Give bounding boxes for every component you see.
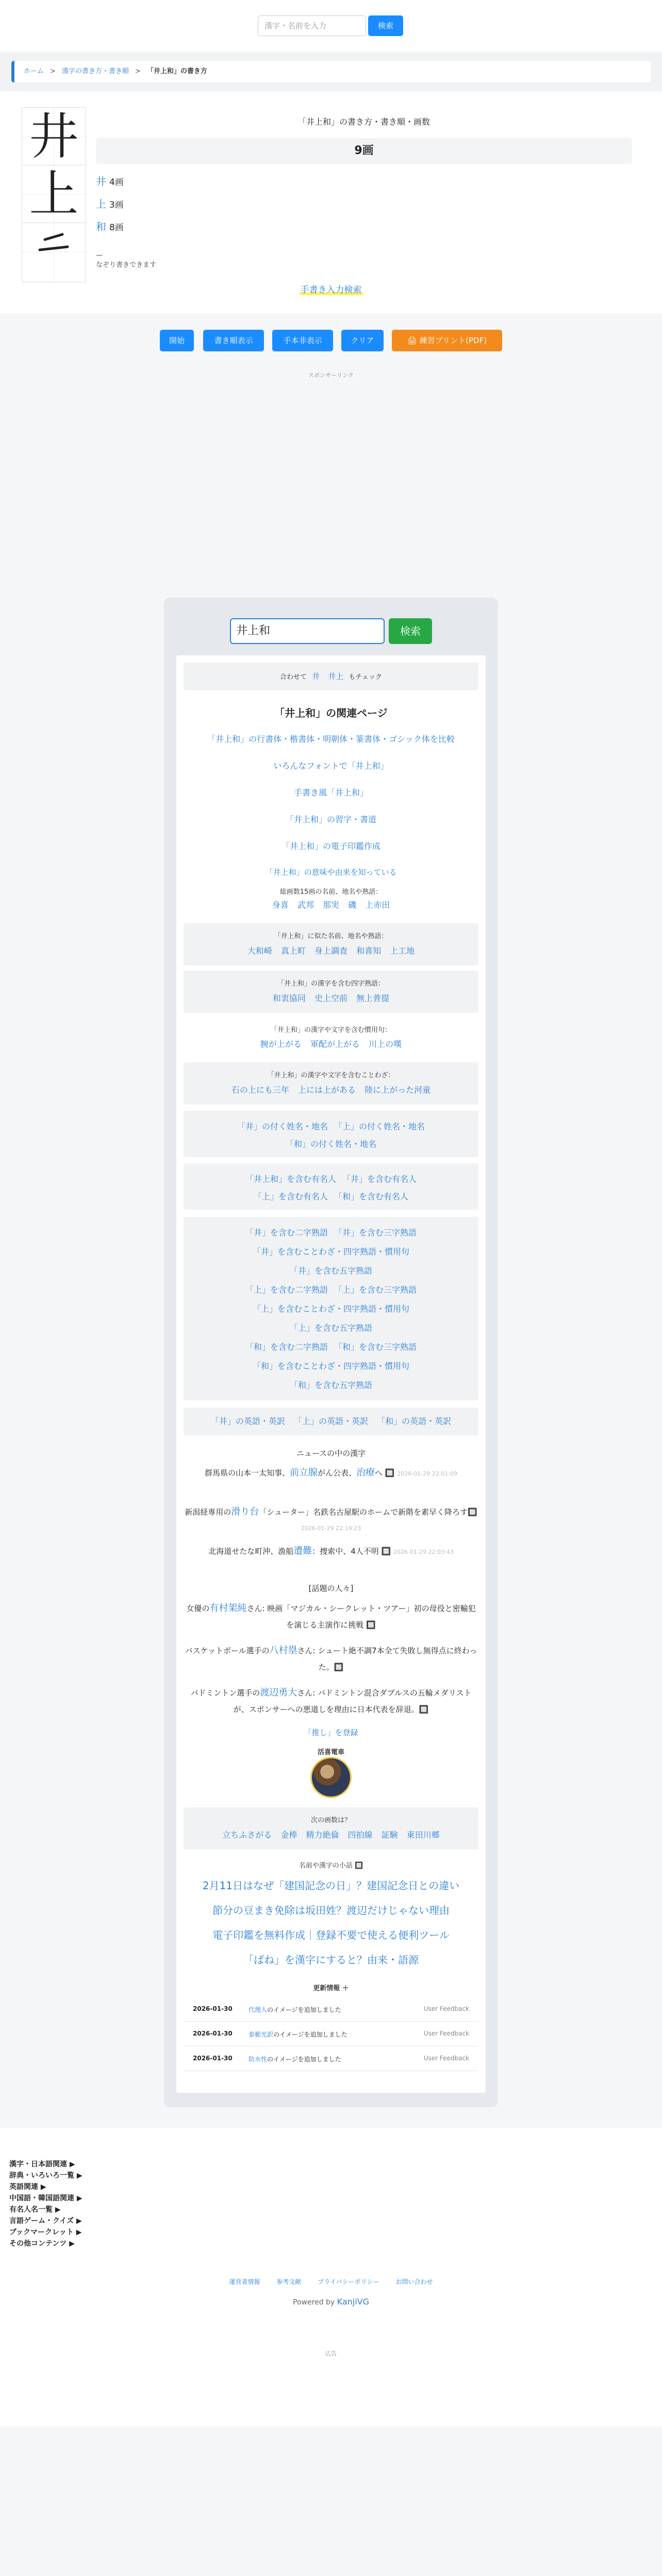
char-stroke-row: [96, 196, 124, 211]
print-icon: 🖨: [407, 336, 420, 345]
people-link[interactable]: 「上」を含む有名人: [253, 1192, 328, 1201]
update-word-link[interactable]: 代理人: [249, 2006, 268, 2013]
footer-menu-item[interactable]: 漢字・日本語関連 ▶: [9, 2160, 75, 2168]
related-link[interactable]: 「井上和」の習字・書道: [285, 815, 376, 824]
related-content: [176, 655, 486, 2093]
famous-item[interactable]: 那実: [322, 900, 339, 910]
jukugo-block: [184, 1217, 478, 1400]
update-source: User Feedback: [423, 2005, 469, 2012]
names-block: [184, 1111, 478, 1157]
jukugo-link[interactable]: 「井」を含む二字熟語: [245, 1228, 328, 1238]
jukugo-link[interactable]: 「井」を含む三字熟語: [334, 1228, 417, 1238]
yoji-block: [184, 971, 478, 1013]
english-block: [184, 1408, 478, 1435]
related-link[interactable]: 「井上和」の行書体・楷書体・明朝体・篆書体・ゴシック体を比較: [207, 734, 455, 744]
update-date: 2026-01-30: [193, 2030, 233, 2037]
updates-heading[interactable]: 更新情報 ＋: [313, 1985, 349, 1992]
quiz-item[interactable]: 金棒: [280, 1830, 297, 1840]
similar-item[interactable]: 真上町: [280, 946, 306, 956]
novel-link[interactable]: 節分の豆まき免除は坂田姓？渡辺だけじゃない理由: [212, 1904, 450, 1917]
update-word-link[interactable]: 泰範光訳: [249, 2031, 274, 2038]
trace-mark: —: [96, 251, 103, 259]
footer-link[interactable]: 参考文献: [276, 2278, 302, 2285]
people-link[interactable]: 「井上和」を含む有名人: [245, 1174, 336, 1184]
people-link[interactable]: 「和」を含む有名人: [334, 1192, 409, 1201]
print-pdf-button[interactable]: 🖨 練習プリント(PDF): [392, 330, 502, 351]
topic-link[interactable]: 八村塁: [269, 1645, 297, 1656]
topic-link[interactable]: 有村架純: [209, 1603, 247, 1614]
char-stroke-count: 4画: [109, 177, 124, 188]
people-link[interactable]: 「井」を含む有名人: [342, 1174, 417, 1184]
similar-item[interactable]: 上工地: [390, 946, 415, 956]
kanyo-list: [176, 1038, 486, 1049]
char-link[interactable]: 上: [96, 198, 106, 210]
related-link[interactable]: いろんなフォントで「井上和」: [273, 761, 389, 771]
char-stroke-row: [96, 173, 124, 188]
quiz-item[interactable]: 四拍線: [347, 1830, 373, 1840]
news-item: 新潟経専用の滑り台「シューター」名鉄名古屋駅のホームで新階を素早く降ろす🔲 2026-01-29 22:19:23: [185, 1506, 477, 1532]
english-link[interactable]: 「上」の英語・英訳: [293, 1416, 368, 1426]
related-heading: 「井上和」の関連ページ: [274, 707, 388, 719]
breadcrumb-separator: >: [50, 67, 56, 75]
update-row: 2026-01-30 代理人のイメージを追加しました User Feedback: [184, 1997, 478, 2022]
famous-item[interactable]: 武邦: [297, 900, 314, 910]
sponsor-label: スポンサーリンク: [308, 372, 354, 379]
start-button[interactable]: 開始: [160, 330, 194, 351]
famous-list: [176, 899, 486, 910]
yoji-label: 「井上和」の漢字を含む四字熟語：: [277, 980, 385, 988]
kanyo-item[interactable]: 腕が上がる: [260, 1039, 302, 1049]
similar-block: [184, 923, 478, 965]
similar-label: 「井上和」に似た名前、地名や熟語：: [274, 933, 388, 940]
stroke-canvas[interactable]: [22, 107, 86, 282]
quiz-heading: 次の画数は？: [310, 1817, 351, 1824]
quiz-item[interactable]: 東田川郷: [406, 1830, 440, 1840]
footer-menu-item[interactable]: 言語ゲーム・クイズ ▶: [9, 2217, 82, 2225]
news-heading: ニュースの中の漢字: [296, 1449, 366, 1458]
topic-item: 女優の有村架純さん: 映画「マジカル・シークレット・ツアー」初の母役と密輸犯を演じる主演作に挑戦 🔲: [186, 1603, 476, 1630]
kanji-char-3-partial: [22, 223, 86, 282]
novel-heading: 名前や漢字の小話 🔲: [299, 1862, 363, 1870]
footer-links: [0, 2277, 662, 2286]
related-link[interactable]: 「井上和」の意味や由来を知っている: [265, 868, 397, 877]
similar-item[interactable]: 大和崎: [247, 946, 272, 956]
related-search-input[interactable]: 井上和: [230, 618, 385, 644]
names-link[interactable]: 「上」の付く姓名・地名: [334, 1122, 425, 1131]
news-link[interactable]: 滑り台: [231, 1506, 259, 1517]
breadcrumb-separator: >: [135, 67, 141, 75]
footer-link[interactable]: 運営者情報: [229, 2278, 260, 2285]
yoji-item[interactable]: 和衷協同: [272, 993, 306, 1003]
update-word-link[interactable]: 防水性: [249, 2056, 268, 2063]
jukugo-link[interactable]: 「井」を含むことわざ・四字熟語・慣用句: [252, 1247, 409, 1257]
names-link[interactable]: 「和」の付く姓名・地名: [285, 1139, 376, 1149]
quiz-block: [184, 1807, 478, 1850]
footer-link[interactable]: お問い合わせ: [395, 2278, 433, 2285]
famous-label: 総画数15画の名前、地名や熟語：: [279, 888, 383, 896]
also-check: 合わせて 井 井上 もチェック: [184, 663, 478, 690]
topics-heading: [話題の人々]: [308, 1584, 354, 1593]
kotowaza-item[interactable]: 石の上にも三年: [231, 1085, 289, 1095]
novel-link[interactable]: 2月11日はなぜ「建国記念の日」？建国記念日との違い: [202, 1879, 460, 1892]
breadcrumb-section[interactable]: 漢字の書き方・書き順: [61, 67, 129, 75]
char-stroke-row: [96, 218, 124, 233]
update-source: User Feedback: [423, 2055, 469, 2062]
header-search-input[interactable]: 漢字・名前を入力: [258, 15, 366, 36]
related-section: [164, 598, 498, 2107]
kanjivg-link[interactable]: KanjiVG: [337, 2297, 369, 2307]
total-strokes: 9画: [96, 138, 632, 164]
kanyo-item[interactable]: 軍配が上がる: [310, 1039, 360, 1049]
related-link[interactable]: 「井上和」の電子印鑑作成: [281, 841, 380, 851]
news-item: 北海道せたな町沖、漁船遭難：捜索中、4人不明 🔲 2026-01-29 22:03:43: [208, 1546, 454, 1556]
footer-menu-item[interactable]: その他コンテンツ ▶: [9, 2240, 75, 2248]
news-link[interactable]: 前立腺: [289, 1467, 318, 1478]
yoji-item[interactable]: 史上空前: [314, 993, 347, 1003]
char-stroke-count: 8画: [109, 223, 124, 233]
control-bar: [0, 330, 662, 351]
footer-link[interactable]: プライバシーポリシー: [318, 2278, 379, 2285]
handwriting-search-link[interactable]: 手書き入力検索: [300, 285, 362, 295]
english-link[interactable]: 「井」の英語・英訳: [210, 1416, 285, 1426]
yoji-item[interactable]: 無上普提: [356, 993, 390, 1003]
char-stroke-count: 3画: [109, 200, 124, 210]
footer-menu: [9, 2159, 82, 2249]
char-link[interactable]: 和: [96, 221, 106, 233]
similar-item[interactable]: 身上調査: [314, 946, 347, 956]
trace-note-text: なぞり書きできます: [96, 261, 157, 269]
related-link[interactable]: 手書き風「井上和」: [293, 788, 368, 798]
kotowaza-label: 「井上和」の漢字や文字を含むことわざ：: [267, 1072, 395, 1079]
kanyo-item[interactable]: 川上の嘆: [369, 1039, 402, 1049]
people-block: [184, 1163, 478, 1210]
jukugo-link[interactable]: 「和」を含む二字熟語: [245, 1342, 328, 1352]
kanji-char-2: 上: [22, 165, 86, 223]
page-title: 「井上和」の書き方・書き順・画数: [297, 117, 430, 127]
also-check-link[interactable]: 井上: [328, 672, 344, 681]
topic-link[interactable]: 渡辺勇大: [260, 1687, 297, 1698]
kotowaza-item[interactable]: 陸に上がった河童: [365, 1085, 431, 1095]
hide-model-button[interactable]: 手本非表示: [272, 330, 333, 351]
famous-item[interactable]: 磯: [348, 900, 357, 910]
jukugo-link[interactable]: 「上」を含む三字熟語: [334, 1285, 417, 1295]
header-search-button[interactable]: 検索: [368, 15, 403, 36]
update-date: 2026-01-30: [193, 2005, 233, 2012]
update-source: User Feedback: [423, 2030, 469, 2037]
footer-menu-item[interactable]: ブックマークレット ▶: [9, 2228, 82, 2236]
powered-by: Powered by KanjiVG: [293, 2297, 369, 2307]
footer-menu-item[interactable]: 有名人名一覧 ▶: [9, 2206, 61, 2214]
footer: [0, 2128, 662, 2427]
jukugo-link[interactable]: 「和」を含む五字熟語: [289, 1380, 372, 1390]
related-search-button[interactable]: 検索: [389, 618, 432, 644]
famous-item[interactable]: 身喜: [272, 900, 289, 910]
similar-item[interactable]: 和喜知: [356, 946, 382, 956]
trace-note: [96, 251, 156, 269]
breadcrumb: [11, 61, 651, 82]
quiz-item[interactable]: 精力絶倫: [306, 1830, 339, 1840]
footer-menu-item[interactable]: 英語関連 ▶: [9, 2183, 46, 2191]
jukugo-link[interactable]: 「和」を含むことわざ・四字熟語・慣用句: [252, 1361, 409, 1371]
clear-button[interactable]: クリア: [341, 330, 384, 351]
breadcrumb-bar: [0, 53, 662, 91]
oshi-register-link[interactable]: 「推し」を登録: [304, 1728, 358, 1737]
show-order-button[interactable]: 書き順表示: [203, 330, 264, 351]
topic-item: バスケットボール選手の八村塁さん: シュート絶不調7本全て失敗し無得点に終わった。🔲: [185, 1645, 477, 1672]
kanji-char-1: 井: [22, 108, 86, 165]
footer-menu-item[interactable]: 辞典・いろいろ一覧 ▶: [9, 2172, 82, 2180]
kotowaza-block: [184, 1062, 478, 1105]
jukugo-link[interactable]: 「井」を含む五字熟語: [289, 1266, 372, 1276]
featured-avatar[interactable]: [310, 1757, 352, 1798]
partial-stroke-drawing: [22, 223, 86, 282]
also-check-link[interactable]: 井: [312, 672, 320, 681]
kanyo-label: 「井上和」の漢字や文字を含む慣用句：: [270, 1026, 391, 1034]
jukugo-link[interactable]: 「和」を含む三字熟語: [334, 1342, 417, 1352]
news-link[interactable]: 遭難: [293, 1546, 312, 1556]
quiz-item[interactable]: 証験: [381, 1830, 398, 1840]
topic-item: バドミントン選手の渡辺勇大さん: バドミントン混合ダブルスの五輪メダリストが、スポンサーへの悪道しを理由に日本代表を辞退。🔲: [190, 1687, 472, 1714]
ad-label: 広告: [325, 2350, 337, 2357]
novel-link[interactable]: 「ばね」を漢字にすると？由来・語源: [243, 1954, 419, 1966]
featured-label: 活喜電車: [317, 1749, 344, 1756]
jukugo-link[interactable]: 「上」を含む二字熟語: [245, 1285, 328, 1295]
kanji-panel: [0, 92, 662, 313]
char-link[interactable]: 井: [96, 175, 106, 188]
update-date: 2026-01-30: [193, 2055, 233, 2062]
breadcrumb-current: 「井上和」の書き方: [146, 67, 207, 75]
breadcrumb-home[interactable]: ホーム: [24, 67, 44, 75]
quiz-item[interactable]: 立ちふさがる: [222, 1830, 272, 1840]
famous-item[interactable]: 上赤田: [365, 900, 390, 910]
names-link[interactable]: 「井」の付く姓名・地名: [237, 1122, 328, 1131]
top-bar: [0, 0, 662, 52]
kotowaza-item[interactable]: 上には上がある: [297, 1085, 356, 1095]
english-link[interactable]: 「和」の英語・英訳: [377, 1416, 452, 1426]
jukugo-link[interactable]: 「上」を含むことわざ・四字熟語・慣用句: [252, 1304, 409, 1314]
news-link[interactable]: 治療: [356, 1467, 375, 1478]
update-row: 2026-01-30 防水性のイメージを追加しました User Feedback: [184, 2046, 478, 2071]
jukugo-link[interactable]: 「上」を含む五字熟語: [289, 1323, 372, 1333]
novel-link[interactable]: 電子印鑑を無料作成｜登録不要で使える便利ツール: [212, 1929, 450, 1941]
update-row: 2026-01-30 泰範光訳のイメージを追加しました User Feedback: [184, 2022, 478, 2046]
news-item: 群馬県の山本一太知事、前立腺がん公表、治療へ 🔲 2026-01-29 22:01:09: [204, 1467, 458, 1478]
footer-menu-item[interactable]: 中国語・韓国語関連 ▶: [9, 2194, 82, 2202]
